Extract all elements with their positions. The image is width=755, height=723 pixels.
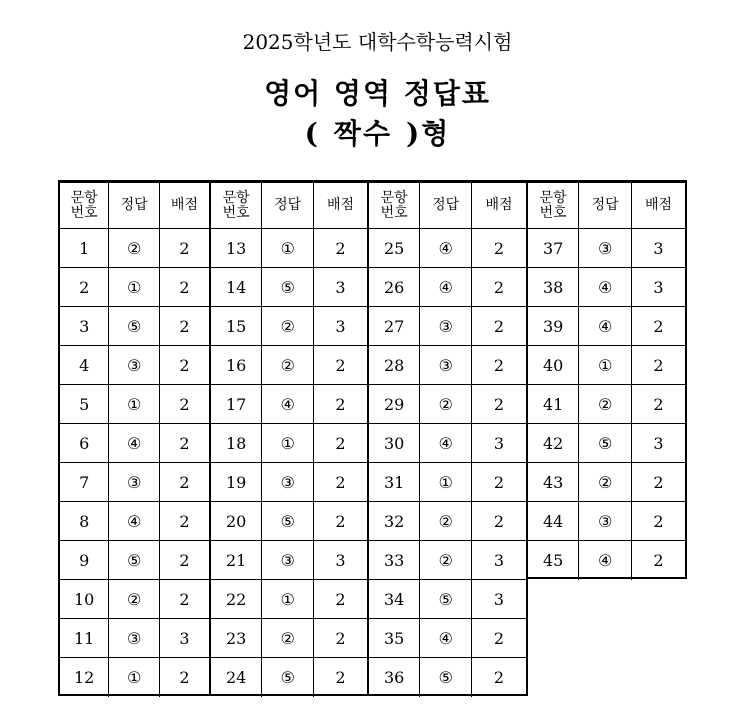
answer-cell: ③	[420, 346, 472, 385]
table-row	[528, 307, 685, 346]
score-cell: 3	[159, 619, 209, 658]
header-number-line: 번호	[222, 204, 250, 221]
table-row	[60, 307, 209, 346]
question-number: 14	[211, 268, 262, 307]
score-cell: 2	[631, 346, 685, 385]
score-cell: 3	[631, 424, 685, 463]
question-number: 19	[211, 463, 262, 502]
answer-cell: ②	[420, 502, 472, 541]
exam-subtitle: 2025학년도 대학수학능력시험	[242, 30, 513, 54]
table-row	[211, 268, 367, 307]
score-cell: 3	[631, 229, 685, 268]
answer-cell: ⑤	[262, 658, 314, 697]
type-open-paren: (	[304, 117, 320, 150]
answer-cell: ⑤	[109, 307, 160, 346]
table-row	[211, 541, 367, 580]
score-cell: 2	[313, 346, 367, 385]
score-cell: 2	[159, 385, 209, 424]
question-number: 17	[211, 385, 262, 424]
answer-cell: ④	[262, 385, 314, 424]
table-header-row	[369, 183, 526, 229]
question-number: 22	[211, 580, 262, 619]
table-row	[211, 424, 367, 463]
table-row	[369, 541, 526, 580]
score-cell: 2	[313, 619, 367, 658]
score-cell: 2	[159, 541, 209, 580]
score-cell: 2	[313, 463, 367, 502]
header-number-line: 번호	[70, 204, 98, 221]
score-cell: 2	[313, 229, 367, 268]
question-number: 7	[60, 463, 109, 502]
table-row	[211, 307, 367, 346]
header-question-number	[60, 183, 109, 229]
question-number: 29	[369, 385, 420, 424]
question-number: 18	[211, 424, 262, 463]
table-row	[369, 346, 526, 385]
answer-cell: ②	[262, 346, 314, 385]
table-row	[528, 424, 685, 463]
score-cell: 2	[472, 229, 527, 268]
answer-cell: ⑤	[579, 424, 632, 463]
question-number: 13	[211, 229, 262, 268]
score-cell: 2	[472, 463, 527, 502]
question-number: 5	[60, 385, 109, 424]
question-number: 2	[60, 268, 109, 307]
table-header-row	[211, 183, 367, 229]
answer-section-2	[209, 180, 369, 696]
question-number: 31	[369, 463, 420, 502]
table-row	[528, 541, 685, 580]
answer-cell: ①	[579, 346, 632, 385]
answer-cell: ④	[420, 619, 472, 658]
table-row	[528, 385, 685, 424]
score-cell: 2	[313, 658, 367, 697]
score-cell: 2	[159, 307, 209, 346]
table-row	[211, 658, 367, 697]
question-number: 38	[528, 268, 579, 307]
answer-cell: ③	[262, 541, 314, 580]
answer-cell: ①	[262, 229, 314, 268]
score-cell: 3	[631, 268, 685, 307]
question-number: 6	[60, 424, 109, 463]
table-row	[369, 580, 526, 619]
score-cell: 2	[313, 502, 367, 541]
score-cell: 2	[472, 307, 527, 346]
score-cell: 2	[472, 502, 527, 541]
score-cell: 2	[631, 307, 685, 346]
answer-cell: ①	[262, 580, 314, 619]
table-row	[369, 658, 526, 697]
answer-key-table	[58, 180, 687, 696]
answer-cell: ②	[420, 385, 472, 424]
header-number-line: 문항	[70, 189, 98, 206]
answer-cell: ③	[420, 307, 472, 346]
header-number-line: 번호	[539, 204, 567, 221]
table-row	[60, 385, 209, 424]
question-number: 27	[369, 307, 420, 346]
answer-cell: ③	[579, 229, 632, 268]
header-score: 배점	[631, 183, 685, 229]
answer-cell: ①	[109, 658, 160, 697]
answer-cell: ⑤	[420, 658, 472, 697]
question-number: 23	[211, 619, 262, 658]
score-cell: 2	[472, 658, 527, 697]
question-number: 25	[369, 229, 420, 268]
score-cell: 3	[472, 424, 527, 463]
score-cell: 3	[472, 580, 527, 619]
score-cell: 3	[313, 307, 367, 346]
score-cell: 2	[313, 385, 367, 424]
answer-cell: ④	[109, 424, 160, 463]
score-cell: 2	[159, 502, 209, 541]
table-row	[60, 541, 209, 580]
answer-cell: ④	[579, 307, 632, 346]
answer-cell: ④	[579, 541, 632, 580]
score-cell: 2	[631, 385, 685, 424]
type-name: 짝수	[333, 117, 393, 150]
answer-cell: ③	[262, 463, 314, 502]
header-number-line: 문항	[539, 189, 567, 206]
score-cell: 2	[159, 658, 209, 697]
table-row	[60, 580, 209, 619]
answer-section-3	[367, 180, 528, 696]
answer-cell: ③	[109, 619, 160, 658]
table-row	[211, 463, 367, 502]
answer-cell: ⑤	[109, 541, 160, 580]
answer-cell: ②	[109, 580, 160, 619]
answer-cell: ⑤	[420, 580, 472, 619]
answer-cell: ②	[579, 385, 632, 424]
answer-cell: ④	[420, 229, 472, 268]
header-answer: 정답	[109, 183, 160, 229]
answer-section-1	[58, 180, 211, 696]
score-cell: 2	[159, 346, 209, 385]
table-row	[528, 502, 685, 541]
table-row	[211, 502, 367, 541]
question-number: 12	[60, 658, 109, 697]
question-number: 34	[369, 580, 420, 619]
answer-cell: ③	[109, 463, 160, 502]
question-number: 44	[528, 502, 579, 541]
score-cell: 2	[472, 619, 527, 658]
question-number: 16	[211, 346, 262, 385]
table-row	[60, 268, 209, 307]
answer-section-4	[526, 180, 687, 579]
question-number: 39	[528, 307, 579, 346]
table-row	[60, 658, 209, 697]
table-row	[211, 619, 367, 658]
score-cell: 2	[631, 502, 685, 541]
table-row	[369, 385, 526, 424]
score-cell: 2	[631, 463, 685, 502]
type-close-paren: )형	[406, 117, 451, 150]
question-number: 21	[211, 541, 262, 580]
score-cell: 3	[313, 268, 367, 307]
question-number: 32	[369, 502, 420, 541]
score-cell: 2	[159, 424, 209, 463]
table-row	[60, 229, 209, 268]
answer-cell: ⑤	[262, 268, 314, 307]
question-number: 20	[211, 502, 262, 541]
score-cell: 3	[472, 541, 527, 580]
table-row	[528, 268, 685, 307]
question-number: 15	[211, 307, 262, 346]
score-cell: 3	[313, 541, 367, 580]
header-score: 배점	[313, 183, 367, 229]
answer-cell: ①	[109, 268, 160, 307]
question-number: 33	[369, 541, 420, 580]
table-row	[211, 346, 367, 385]
table-row	[528, 463, 685, 502]
score-cell: 2	[472, 385, 527, 424]
answer-cell: ②	[420, 541, 472, 580]
score-cell: 2	[159, 268, 209, 307]
table-row	[369, 619, 526, 658]
question-number: 28	[369, 346, 420, 385]
question-number: 30	[369, 424, 420, 463]
table-row	[528, 229, 685, 268]
header-answer: 정답	[579, 183, 632, 229]
score-cell: 2	[313, 424, 367, 463]
table-row	[369, 424, 526, 463]
answer-cell: ④	[420, 424, 472, 463]
score-cell: 2	[159, 229, 209, 268]
score-cell: 2	[472, 268, 527, 307]
header-question-number	[369, 183, 420, 229]
answer-cell: ④	[109, 502, 160, 541]
question-number: 36	[369, 658, 420, 697]
answer-cell: ①	[420, 463, 472, 502]
table-header-row	[60, 183, 209, 229]
answer-cell: ③	[109, 346, 160, 385]
table-row	[369, 463, 526, 502]
answer-cell: ①	[109, 385, 160, 424]
score-cell: 2	[159, 580, 209, 619]
table-row	[60, 424, 209, 463]
table-row	[369, 229, 526, 268]
table-row	[60, 502, 209, 541]
table-row	[369, 268, 526, 307]
header-number-line: 문항	[380, 189, 408, 206]
question-number: 10	[60, 580, 109, 619]
table-row	[211, 229, 367, 268]
table-row	[60, 619, 209, 658]
question-number: 26	[369, 268, 420, 307]
answer-cell: ①	[262, 424, 314, 463]
table-row	[369, 307, 526, 346]
answer-cell: ③	[579, 502, 632, 541]
question-number: 9	[60, 541, 109, 580]
question-number: 1	[60, 229, 109, 268]
answer-cell: ④	[420, 268, 472, 307]
header-score: 배점	[159, 183, 209, 229]
answer-cell: ②	[262, 307, 314, 346]
question-number: 41	[528, 385, 579, 424]
table-row	[211, 580, 367, 619]
question-number: 24	[211, 658, 262, 697]
answer-cell: ②	[109, 229, 160, 268]
question-number: 11	[60, 619, 109, 658]
header-answer: 정답	[420, 183, 472, 229]
table-row	[60, 346, 209, 385]
table-row	[528, 346, 685, 385]
exam-type	[0, 112, 755, 152]
question-number: 40	[528, 346, 579, 385]
header-score: 배점	[472, 183, 527, 229]
question-number: 43	[528, 463, 579, 502]
answer-cell: ②	[262, 619, 314, 658]
question-number: 3	[60, 307, 109, 346]
score-cell: 2	[472, 346, 527, 385]
header-question-number	[211, 183, 262, 229]
question-number: 37	[528, 229, 579, 268]
question-number: 8	[60, 502, 109, 541]
question-number: 42	[528, 424, 579, 463]
answer-cell: ④	[579, 268, 632, 307]
question-number: 4	[60, 346, 109, 385]
table-row	[211, 385, 367, 424]
answer-cell: ⑤	[262, 502, 314, 541]
header-answer: 정답	[262, 183, 314, 229]
score-cell: 2	[159, 463, 209, 502]
header-number-line: 번호	[380, 204, 408, 221]
table-header-row	[528, 183, 685, 229]
table-row	[369, 502, 526, 541]
header-question-number	[528, 183, 579, 229]
score-cell: 2	[631, 541, 685, 580]
question-number: 45	[528, 541, 579, 580]
header-number-line: 문항	[222, 189, 250, 206]
question-number: 35	[369, 619, 420, 658]
score-cell: 2	[313, 580, 367, 619]
table-row	[60, 463, 209, 502]
answer-cell: ②	[579, 463, 632, 502]
page-title: 영어 영역 정답표	[264, 77, 491, 110]
